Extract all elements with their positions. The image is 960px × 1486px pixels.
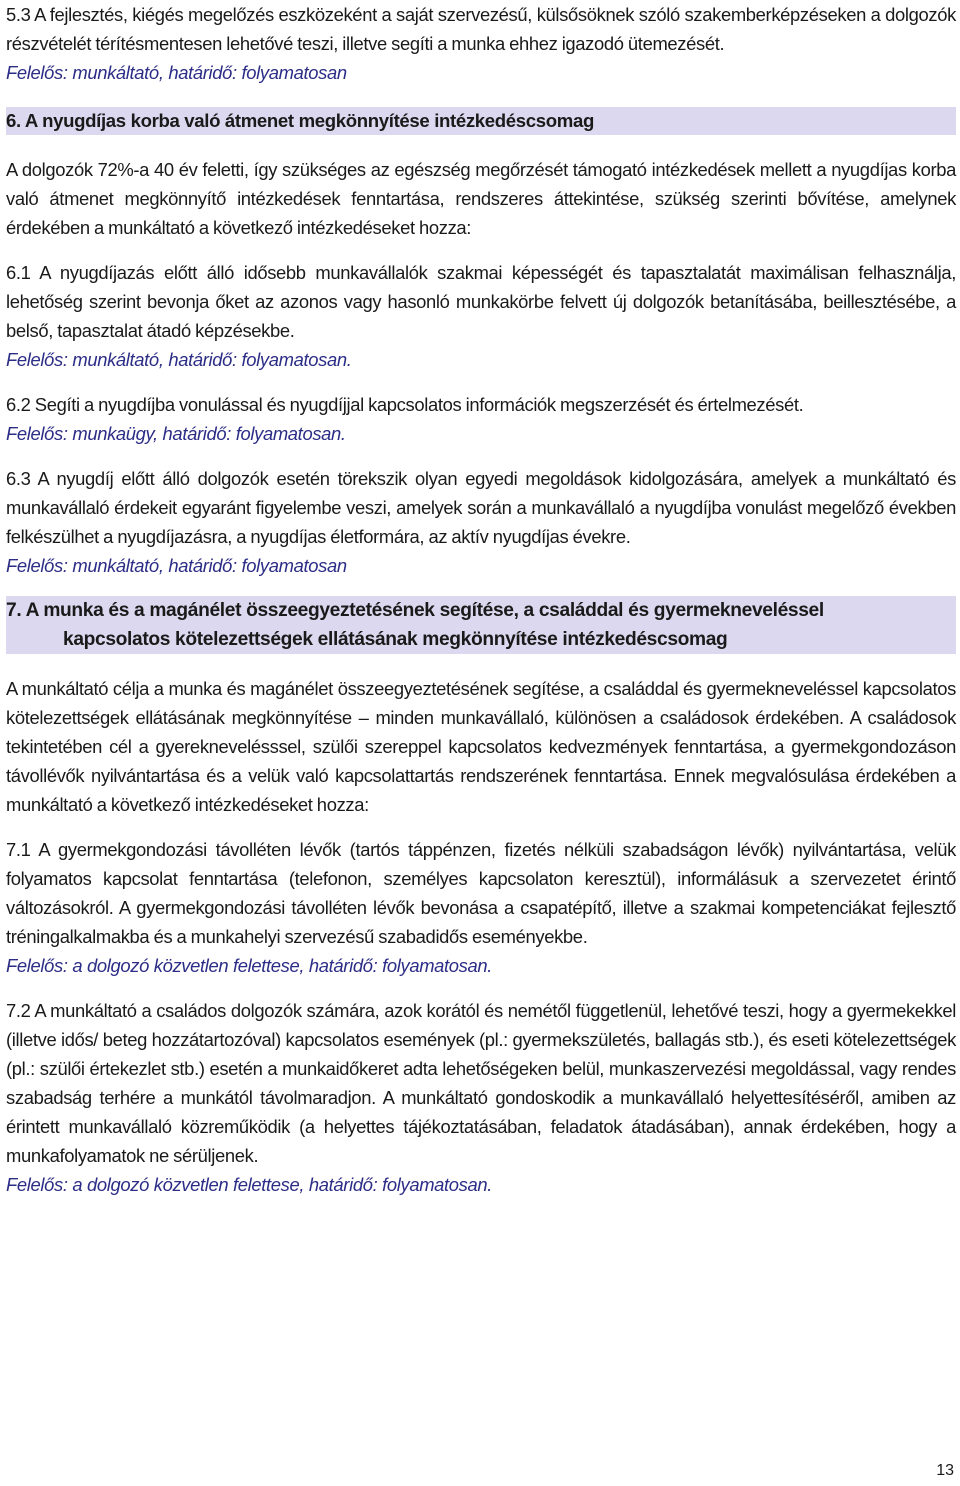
section-5-3-text: 5.3 A fejlesztés, kiégés megelőzés eszközeként a saját szervezésű, külsősöknek szóló szakemberképzéseken a dolgozók részvételét térítésmentesen lehetővé teszi, illetve segíti a munka ehhez igazodó ütemezését. xyxy=(6,4,956,54)
section-6-2-responsible: Felelős: munkaügy, határidő: folyamatosan. xyxy=(6,423,346,444)
section-7-2-responsible: Felelős: a dolgozó közvetlen felettese, határidő: folyamatosan. xyxy=(6,1174,493,1195)
section-7-heading-line1: 7. A munka és a magánélet összeegyeztetésének segítése, a családdal és gyermekneveléssel xyxy=(6,600,824,621)
section-7-heading-line2: kapcsolatos kötelezettségek ellátásának megkönnyítése intézkedéscsomag xyxy=(63,629,728,650)
section-7-heading xyxy=(6,596,956,654)
page-number: 13 xyxy=(936,1462,954,1479)
section-7-1-responsible: Felelős: a dolgozó közvetlen felettese, határidő: folyamatosan. xyxy=(6,955,493,976)
section-7-intro: A munkáltató célja a munka és magánélet összeegyeztetésének segítése, a családdal és gyermekneveléssel kapcsolatos kötelezettségek ellátásának megkönnyítése – minden munkavállaló, különösen a családosok érdekében. A családosok tekintetében cél a gyereknevelésssel, szülői szereppel kapcsolatos kedvezmények fenntartása, a gyermekgondozáson távollévők nyilvántartása és a velük való kapcsolattartás rendszerének fenntartása. Ennek megvalósulása érdekében a munkáltató a következő intézkedéseket hozza: xyxy=(6,678,956,815)
section-6-heading: 6. A nyugdíjas korba való átmenet megkönnyítése intézkedéscsomag xyxy=(6,107,956,135)
section-6-1-responsible: Felelős: munkáltató, határidő: folyamatosan. xyxy=(6,349,352,370)
section-5-3-responsible: Felelős: munkáltató, határidő: folyamatosan xyxy=(6,62,347,83)
section-6-intro: A dolgozók 72%-a 40 év feletti, így szükséges az egészség megőrzését támogató intézkedések mellett a nyugdíjas korba való átmenet megkönnyítő intézkedések fenntartása, rendszeres áttekintése, szükség szerinti bővítése, amelynek érdekében a munkáltató a következő intézkedéseket hozza: xyxy=(6,159,956,238)
section-7-1-text: 7.1 A gyermekgondozási távolléten lévők (tartós táppénzen, fizetés nélküli szabadságon lévők) nyilvántartása, velük folyamatos kapcsolat fenntartása (telefonon, személyes kapcsolaton keresztül), informálásuk a szervezetet érintő változásokról. A gyermekgondozási távolléten lévők bevonása a csapatépítő, illetve a szakmai kompetenciákat fejlesztő tréningalkalmakba és a munkahelyi szervezésű szabadidős eseményekbe. xyxy=(6,839,956,947)
document-page xyxy=(6,0,956,1199)
section-6-1-text: 6.1 A nyugdíjazás előtt álló idősebb munkavállalók szakmai képességét és tapasztalatát maximálisan felhasználja, lehetőség szerint bevonja őket az azonos vagy hasonló munkakörbe felvett új dolgozók betanításába, beillesztésébe, a belső, tapasztalat átadó képzésekbe. xyxy=(6,262,956,341)
section-6-2-text: 6.2 Segíti a nyugdíjba vonulással és nyugdíjjal kapcsolatos információk megszerzését és értelmezését. xyxy=(6,394,804,415)
section-6-3-responsible: Felelős: munkáltató, határidő: folyamatosan xyxy=(6,555,347,576)
section-6-3-text: 6.3 A nyugdíj előtt álló dolgozók esetén törekszik olyan egyedi megoldások kidolgozására, amelyek a munkáltató és munkavállaló érdekeit egyaránt figyelembe veszi, amelyek során a munkavállaló a nyugdíjba vonulást megelőző években felkészülhet a nyugdíjazásra, a nyugdíjas életformára, az aktív nyugdíjas évekre. xyxy=(6,468,956,547)
section-7-2-text: 7.2 A munkáltató a családos dolgozók számára, azok korától és nemétől függetlenül, lehetővé teszi, hogy a gyermekekkel (illetve idős/ beteg hozzátartozóval) kapcsolatos események (pl.: gyermekszületés, ballagás stb.), és eseti kötelezettségek (pl.: szülői értekezlet stb.) esetén a munkaidőkeret adta lehetőségeken belül, munkaszervezési megoldással, vagy rendes szabadság terhére a munkától távolmaradjon. A munkáltató gondoskodik a munkavállaló helyettesítéséről, amiben az érintett munkavállaló közreműködik (a helyettes tájékoztatásában, feladatok átadásában), annak érdekében, hogy a munkafolyamatok ne sérüljenek. xyxy=(6,1000,956,1166)
